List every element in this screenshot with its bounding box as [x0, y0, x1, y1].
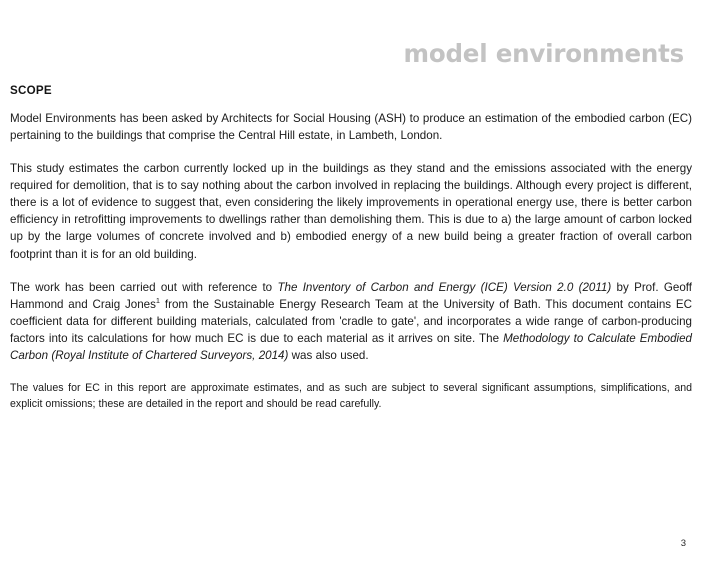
paragraph-scope-intro: Model Environments has been asked by Architects for Social Housing (ASH) to produce an estimation of the embodied carbon (EC) pertaining to the buildings that comprise the Central Hill estate, in Lambeth, London.: [10, 111, 692, 142]
page-number: 3: [680, 538, 686, 549]
brand-header: model environments: [403, 39, 684, 68]
publication-title-ice: The Inventory of Carbon and Energy (ICE) Version 2.0 (2011): [277, 280, 612, 294]
page-title: SCOPE: [10, 84, 52, 97]
document-body: [10, 84, 692, 412]
paragraph-study-estimates: This study estimates the carbon currently locked up in the buildings as they stand and the emissions associated with the energy required for demolition, that is to say nothing about the carbon involved in replacing the buildings. Although every project is different, there is a lot of evidence to suggest that, even considering the likely improvements in operational energy use, there is better carbon efficiency in retrofitting improvements to dwellings rather than demolishing them. This is due to a) the large amount of carbon locked up by the large volumes of concrete involved and b) embodied energy of a new build being a greater fraction of overall carbon footprint than it is for an old building.: [10, 162, 692, 261]
paragraph-references: [10, 279, 692, 364]
reference-text-authors: by Prof. Geoff Hammond and Craig Jones: [10, 280, 693, 311]
paragraph-disclaimer: The values for EC in this report are approximate estimates, and as such are subject to several significant assumptions, simplifications, and explicit omissions; these are detailed in the report and should be read carefully.: [10, 382, 692, 411]
reference-text-middle: from the Sustainable Energy Research Team at the University of Bath. This document contains EC coefficient data for different building materials, calculated from 'cradle to gate', and incorporates a wide range of carbon-producing factors into its calculations for how much EC is due to each material as it arrives on site. The: [10, 297, 692, 345]
footnote-reference-marker: 1: [155, 295, 161, 305]
publication-title-rics: Methodology to Calculate Embodied Carbon (Royal Institute of Chartered Surveyors, 2014): [10, 331, 693, 363]
reference-text-tail: was also used.: [288, 349, 369, 363]
reference-text-lead: The work has been carried out with reference to: [10, 280, 278, 294]
